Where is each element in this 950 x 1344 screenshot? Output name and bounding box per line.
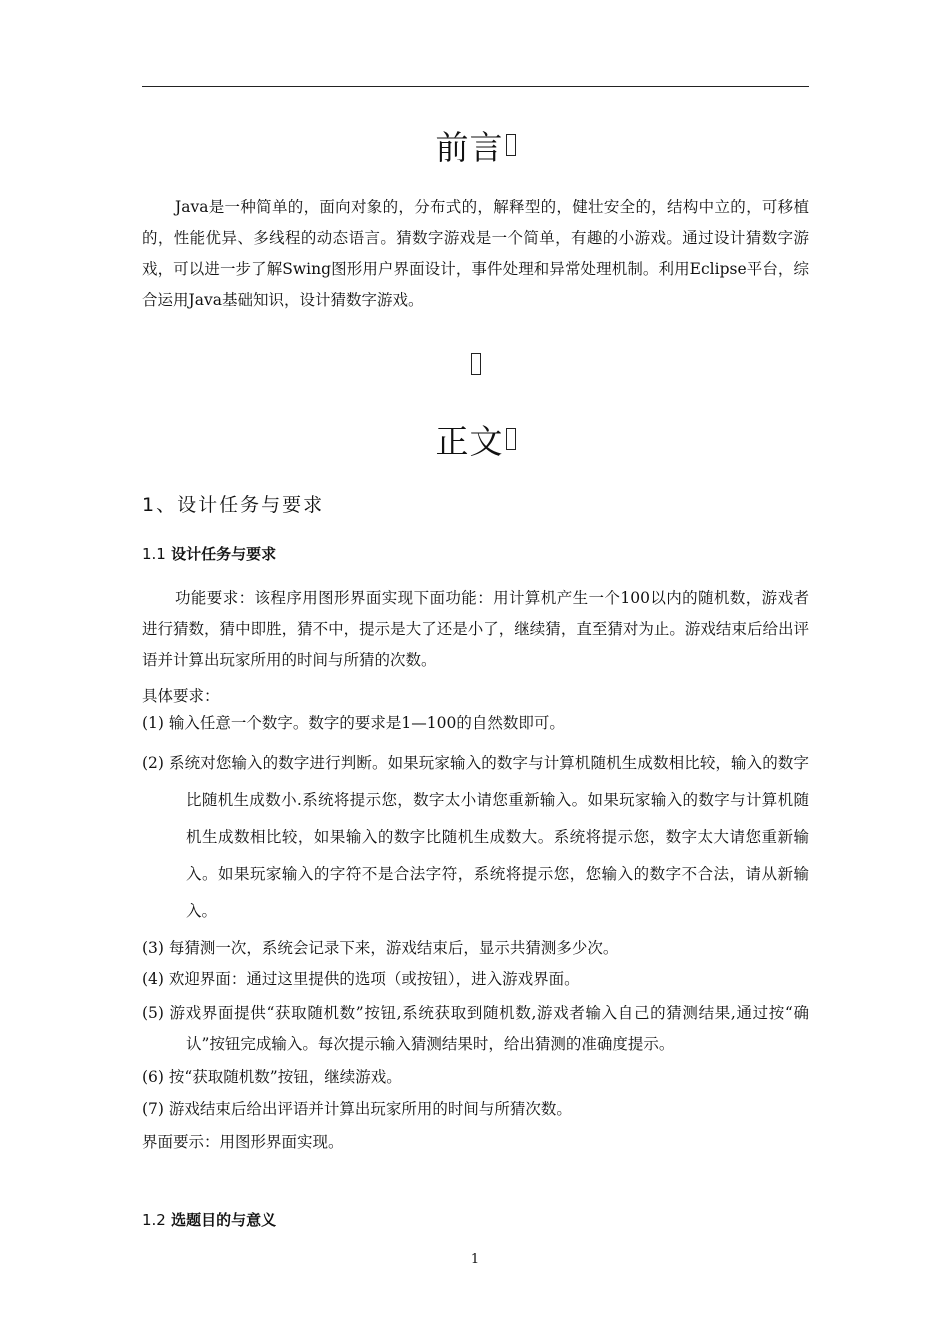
- header-rule: [142, 86, 809, 87]
- requirement-item: (5) 游戏界面提供“获取随机数”按钮,系统获取到随机数,游戏者输入自己的猜测结果,通过按“确认”按钮完成输入。每次提示输入猜测结果时，给出猜测的准确度提示。: [142, 1004, 809, 1053]
- requirement-item: (7) 游戏结束后给出评语并计算出玩家所用的时间与所猜次数。: [142, 1100, 572, 1118]
- section-heading: 1、设计任务与要求: [142, 494, 325, 516]
- preface-title: 前言: [142, 122, 809, 169]
- subsection-heading: 1.1 设计任务与要求: [142, 545, 277, 563]
- requirement-item: (1) 输入任意一个数字。数字的要求是1—100的自然数即可。: [142, 714, 565, 732]
- specific-requirements-label: 具体要求：: [142, 687, 220, 705]
- ui-requirement: 界面要示：用图形界面实现。: [142, 1133, 344, 1151]
- missing-glyph-box: [506, 428, 516, 450]
- requirement-item: (4) 欢迎界面：通过这里提供的选项（或按钮），进入游戏界面。: [142, 970, 580, 988]
- requirement-item: (6) 按“获取随机数”按钮，继续游戏。: [142, 1068, 402, 1086]
- preface-paragraph: Java是一种简单的，面向对象的，分布式的，解释型的，健壮安全的，结构中立的，可移植的，性能优异、多线程的动态语言。猜数字游戏是一个简单，有趣的小游戏。通过设计猜数字游戏，可以进一步了解Swing图形用户界面设计，事件处理和异常处理机制。利用Eclipse平台，综合运用Java基础知识，设计猜数字游戏。: [142, 198, 809, 309]
- missing-glyph-box: [506, 134, 516, 156]
- requirement-item: (3) 每猜测一次，系统会记录下来，游戏结束后，显示共猜测多少次。: [142, 939, 619, 957]
- subsection-heading: 1.2 选题目的与意义: [142, 1211, 277, 1229]
- body-title: 正文: [142, 416, 809, 463]
- missing-glyph-box: [471, 353, 481, 375]
- requirement-item: (2) 系统对您输入的数字进行判断。如果玩家输入的数字与计算机随机生成数相比较，输入的数字比随机生成数小.系统将提示您，数字太小请您重新输入。如果玩家输入的数字与计算机随机生成数相比较，如果输入的数字比随机生成数大。系统将提示您，数字太大请您重新输入。如果玩家输入的字符不是合法字符，系统将提示您，您输入的数字不合法，请从新输入。: [142, 754, 809, 920]
- page-number: 1: [470, 1252, 480, 1267]
- function-requirement-paragraph: 功能要求：该程序用图形界面实现下面功能：用计算机产生一个100以内的随机数，游戏者进行猜数，猜中即胜，猜不中，提示是大了还是小了，继续猜，直至猜对为止。游戏结束后给出评语并计算出玩家所用的时间与所猜的次数。: [142, 589, 809, 669]
